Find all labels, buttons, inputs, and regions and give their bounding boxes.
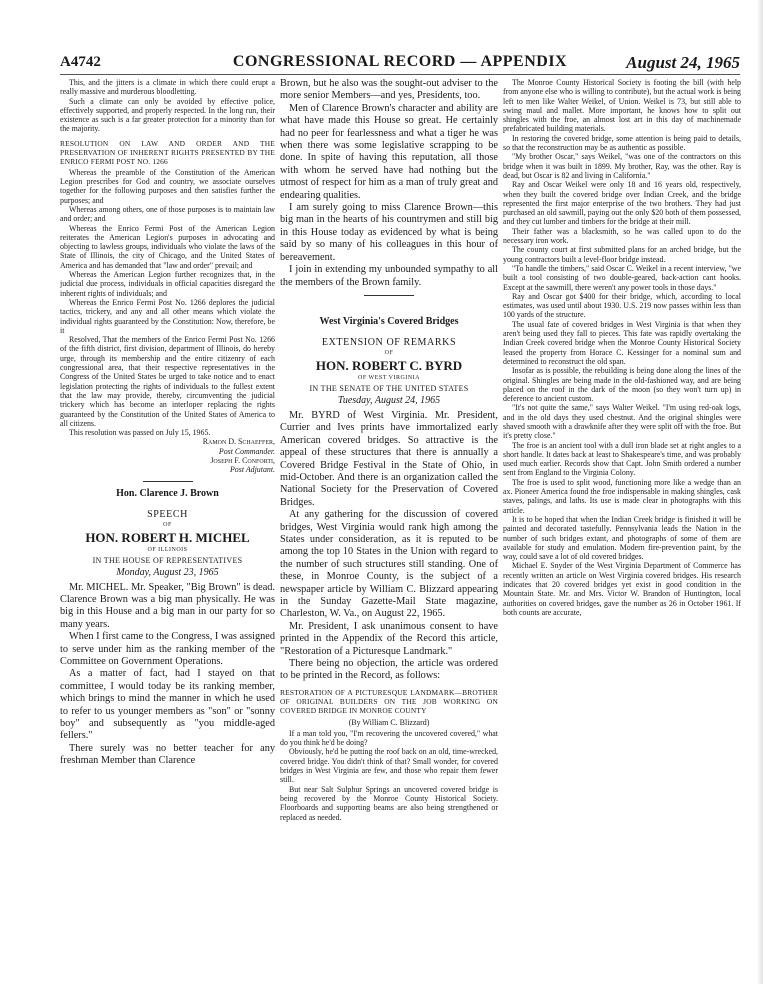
paragraph: This, and the jitters is a climate in which there could erupt a really massive and murderous bloodletting. xyxy=(60,78,275,97)
paragraph: The usual fate of covered bridges in West Virginia is that when they aren't being used they fall to pieces. This fate was rapidly overtaking the Indian Creek covered bridge when the Monroe County Historical Society leased the property from Horace C. Kessinger for a nominal sum and determined to reconstruct the old span. xyxy=(503,319,741,366)
article-caption: RESTORATION OF A PICTURESQUE LANDMARK—BROTHER OF ORIGINAL BUILDERS ON THE JOB WORKING ON COVERED BRIDGE IN MONROE COUNTY xyxy=(280,687,498,715)
paragraph: In restoring the covered bridge, some attention is being paid to details, so that the reconstruction may be as authentic as possible. xyxy=(503,133,741,153)
resolution-caption: RESOLUTION ON LAW AND ORDER AND THE PRESERVATION OF INHERENT RIGHTS PRESENTED BY THE ENRICO FERMI POST NO. 1266 xyxy=(60,138,275,166)
paragraph: "My brother Oscar," says Weikel, "was one of the contractors on this bridge when it was built in 1899. My brother, Ray, was the other. Ray is dead, but Oscar is 82 and living in California." xyxy=(503,152,741,180)
paragraph: I am surely going to miss Clarence Brown—this big man in the hearts of his countrymen and still big in this House today as evidenced by what is being said by so many of his colleagues in this hour of bereavement. xyxy=(280,202,498,263)
chamber-label: IN THE SENATE OF THE UNITED STATES xyxy=(309,383,469,393)
paragraph: The county court at first submitted plans for an arched bridge, but the young contractors built a level-floor bridge instead. xyxy=(503,245,741,264)
signature-title: Post Adjutant. xyxy=(229,465,275,475)
paragraph: I join in extending my unbounded sympathy to all the members of the Brown family. xyxy=(280,264,498,288)
paragraph: As a matter of fact, had I stayed on that committee, I would today be its ranking member, which brings to mind the manner in which he used to refer to us younger members as "son" or "sonny boy" and subsequently as "you middle-aged fellers." xyxy=(60,668,275,742)
section-label: SPEECH xyxy=(147,508,188,520)
paragraph: "To handle the timbers," said Oscar C. Weikel in a recent interview, "we built a tool consisting of two double-geared, back-action cant hooks. Except at the sawmill, there weren't any power tools in those days." xyxy=(503,263,741,292)
speaker-state: OF ILLINOIS xyxy=(147,546,188,553)
paragraph: Insofar as is possible, the rebuilding is being done along the lines of the original. Shingles are being made in the old-fashioned way, and are being placed on the roof in the dark of the moon (so they won't turn up) in deference to ancient custom. xyxy=(503,366,741,404)
chamber-label: IN THE HOUSE OF REPRESENTATIVES xyxy=(92,555,243,565)
divider xyxy=(364,295,414,296)
column-right xyxy=(503,78,741,617)
paragraph: If a man told you, "I'm recovering the uncovered covered," what do you think he'd be doing? xyxy=(280,728,498,748)
paragraph: There being no objection, the article was ordered to be printed in the Record, as follows: xyxy=(280,658,498,682)
paragraph: At any gathering for the discussion of covered bridges, West Virginia would rank high among the States under consideration, as it is reputed to be among the top 10 States in the Union with regard to the number of such structures still standing. One of these, in Monroe County, is the subject of a newspaper article by William C. Blizzard appearing in the Sunday Gazette-Mail State magazine, Charleston, W. Va., on August 22, 1965. xyxy=(280,509,498,620)
paragraph: Such a climate can only be avoided by effective police, effectively supported, and properly respected. In the long run, their existence as such is a far greater protection for a minority than for the majority. xyxy=(60,96,275,134)
page-number: A4742 xyxy=(60,54,101,70)
paragraph: Whereas the Enrico Fermi Post No. 1266 deplores the judicial tactics, trickery, and any and all other means which violate the individual rights guaranteed by the Constitution: Now, therefore, be it xyxy=(60,297,275,335)
paragraph: Ray and Oscar Weikel were only 18 and 16 years old, respectively, when they built the covered bridge over Indian Creek, and the bridge represented the first major enterprise of the two brothers. They had just purchased an old sawmill, paying out the only $20 both of them possessed, and they cut lumber and timbers for the bridge at their mill. xyxy=(503,180,741,227)
session-date: Monday, August 23, 1965 xyxy=(116,566,219,578)
page-header xyxy=(60,52,740,75)
paragraph: When I first came to the Congress, I was assigned to serve under him as the ranking member of the Committee on Government Operations. xyxy=(60,631,275,668)
paragraph: Mr. MICHEL. Mr. Speaker, "Big Brown" is dead. Clarence Brown was a big man physically. He was big in this House and a big man in our party for so many years. xyxy=(60,581,275,630)
paragraph: Their father was a blacksmith, so he was called upon to do the necessary iron work. xyxy=(503,226,741,246)
paragraph: "It's not quite the same," says Walter Weikel. "I'm using red-oak logs, and in the old days they used chestnut. And the original shingles were shaved smooth with a drawknife after they were split off with the froe. But it's pretty close." xyxy=(503,403,741,441)
page-date: August 24, 1965 xyxy=(626,53,740,72)
paragraph: Mr. President, I ask unanimous consent to have printed in the Appendix of the Record this article, "Restoration of a Picturesque Landmark." xyxy=(280,620,498,657)
scan-edge xyxy=(757,0,763,984)
paragraph: Mr. BYRD of West Virginia. Mr. President, Currier and Ives prints have immortalized early American covered bridges. So attractive is the appeal of these structures that there is annually a Covered Bridge Festival in the State of Ohio, in mid-October. And there is an organization called the National Society for the Preservation of Covered Bridges. xyxy=(280,409,498,508)
paragraph: Resolved, That the members of the Enrico Fermi Post No. 1266 of the fifth district, first division, department of Illinois, do hereby urge, through its membership and the entire citizenry of each congressional area, that their respective representatives in the Congress of the United States be urged to take notice and to enact legislation protecting the rights of individuals to the fullest extent that the law may provide, thereby, circumventing the judicial trickery which has become an interloper replacing the rights guaranteed by the Constitution of the United States of America to all citizens. xyxy=(60,335,275,428)
paragraph: The froe is used to split wood, functioning more like a wedge than an ax. Pioneer America found the froe indispensable in making shingles, cask staves, palings, and laths. Its use is made clear in photographs with this article. xyxy=(503,477,741,515)
paragraph: This resolution was passed on July 15, 1965. xyxy=(69,428,211,438)
column-left xyxy=(60,78,275,768)
paragraph: Brown, but he also was the sought-out adviser to the more senior Members—and yes, Presidents, too. xyxy=(280,78,498,102)
paragraph: The froe is an ancient tool with a dull iron blade set at right angles to a short handle. It dates back at least to Shakespeare's time, and was probably used much earlier. Records show that Capt. John Smith ordered a number sent from England to the Virginia Colony. xyxy=(503,440,741,478)
paragraph: Whereas among others, one of those purposes is to maintain law and order; and xyxy=(60,204,275,224)
signature-name: Ramon D. Schaeffer, xyxy=(202,437,275,447)
speaker-name: HON. ROBERT H. MICHEL xyxy=(85,529,250,545)
paragraph: But near Salt Sulphur Springs an uncovered covered bridge is being recovered by the Monroe County Historical Society. Floorboards and supporting beams are also being strengthened or replaced as needed. xyxy=(280,784,498,822)
paragraph: Michael E. Snyder of the West Virginia Department of Commerce has recently written an article on West Virginia covered bridges. His research indicates that 20 covered bridges yet exist in good condition in the Mountain State. Mr. and Mrs. Victor W. Brandon of Huntington, local authorities on covered bridges, gave the number as 26 in October 1961. If both counts are accurate, xyxy=(503,561,741,617)
publication-title: CONGRESSIONAL RECORD — APPENDIX xyxy=(232,53,568,70)
section-label: EXTENSION OF REMARKS xyxy=(321,336,457,348)
column-middle xyxy=(280,78,498,822)
paragraph: It is to be hoped that when the Indian Creek bridge is finished it will be painted and decorated tastefully. Pennsylvania leads the Nation in the number of such bridges extant, and photographs of some of them are available for study and emulation. Modern fire-prevention paint, by the way, could save a lot of old covered bridges. xyxy=(503,514,741,562)
speaker-name: HON. ROBERT C. BYRD xyxy=(315,357,463,373)
of-label: OF xyxy=(163,521,172,528)
byline: (By William C. Blizzard) xyxy=(348,717,430,727)
paragraph: Ray and Oscar got $400 for their bridge, which, according to local estimates, was used until about 1930. U.S. 219 now passes within less than 100 yards of the structure. xyxy=(503,291,741,320)
article-title: West Virginia's Covered Bridges xyxy=(319,315,459,327)
signature-title: Post Commander. xyxy=(218,446,275,456)
paragraph: Obviously, he'd be putting the roof back on an old, time-wrecked, covered bridge. You didn't think of that? Small wonder, for covered bridges in West Virginia are few, and those who repair them fewer still. xyxy=(280,747,498,785)
signature-name: Joseph F. Conforti, xyxy=(210,455,275,465)
of-label: OF xyxy=(384,349,394,356)
paragraph: Whereas the American Legion further recognizes that, in the judicial due process, individuals in official capacities disregard the inherent rights of individuals; and xyxy=(60,270,275,298)
paragraph: There surely was no better teacher for any freshman Member than Clarence xyxy=(60,742,275,767)
article-title: Hon. Clarence J. Brown xyxy=(116,487,219,499)
paragraph: Men of Clarence Brown's character and ability are what have made this House so great. He certainly had no peer for fearlessness and what a tiger he was when there was some legislative scrapping to be done. In spite of having this reputation, all those with whom he served have had nothing but the utmost of respect for him as a man of truly great and endearing qualities. xyxy=(280,102,498,201)
paragraph: Whereas the preamble of the Constitution of the American Legion prescribes for God and country, we associate ourselves together for the following purposes and then satisfies further the purposes; and xyxy=(60,167,275,205)
session-date: Tuesday, August 24, 1965 xyxy=(337,394,441,406)
divider xyxy=(143,481,193,482)
paragraph: Whereas the Enrico Fermi Post of the American Legion reiterates the American Legion's purposes in advocating and objecting to lawless groups, individuals who violate the laws of the State of Illinois, the city of Chicago, and the United States of America and has demanded that "law and order" prevail; and xyxy=(60,223,275,270)
paragraph: The Monroe County Historical Society is footing the bill (with help from anyone else who is willing to contribute), but the actual work is being left to men like Walter Weikel, of Union. Weikel is 73, but still able to swing maul and mallet. More important, he knows how to split out shingles with the froe, an almost lost art in this day of machinemade prefabricated building materials. xyxy=(503,78,741,134)
speaker-state: OF WEST VIRGINIA xyxy=(357,374,420,381)
